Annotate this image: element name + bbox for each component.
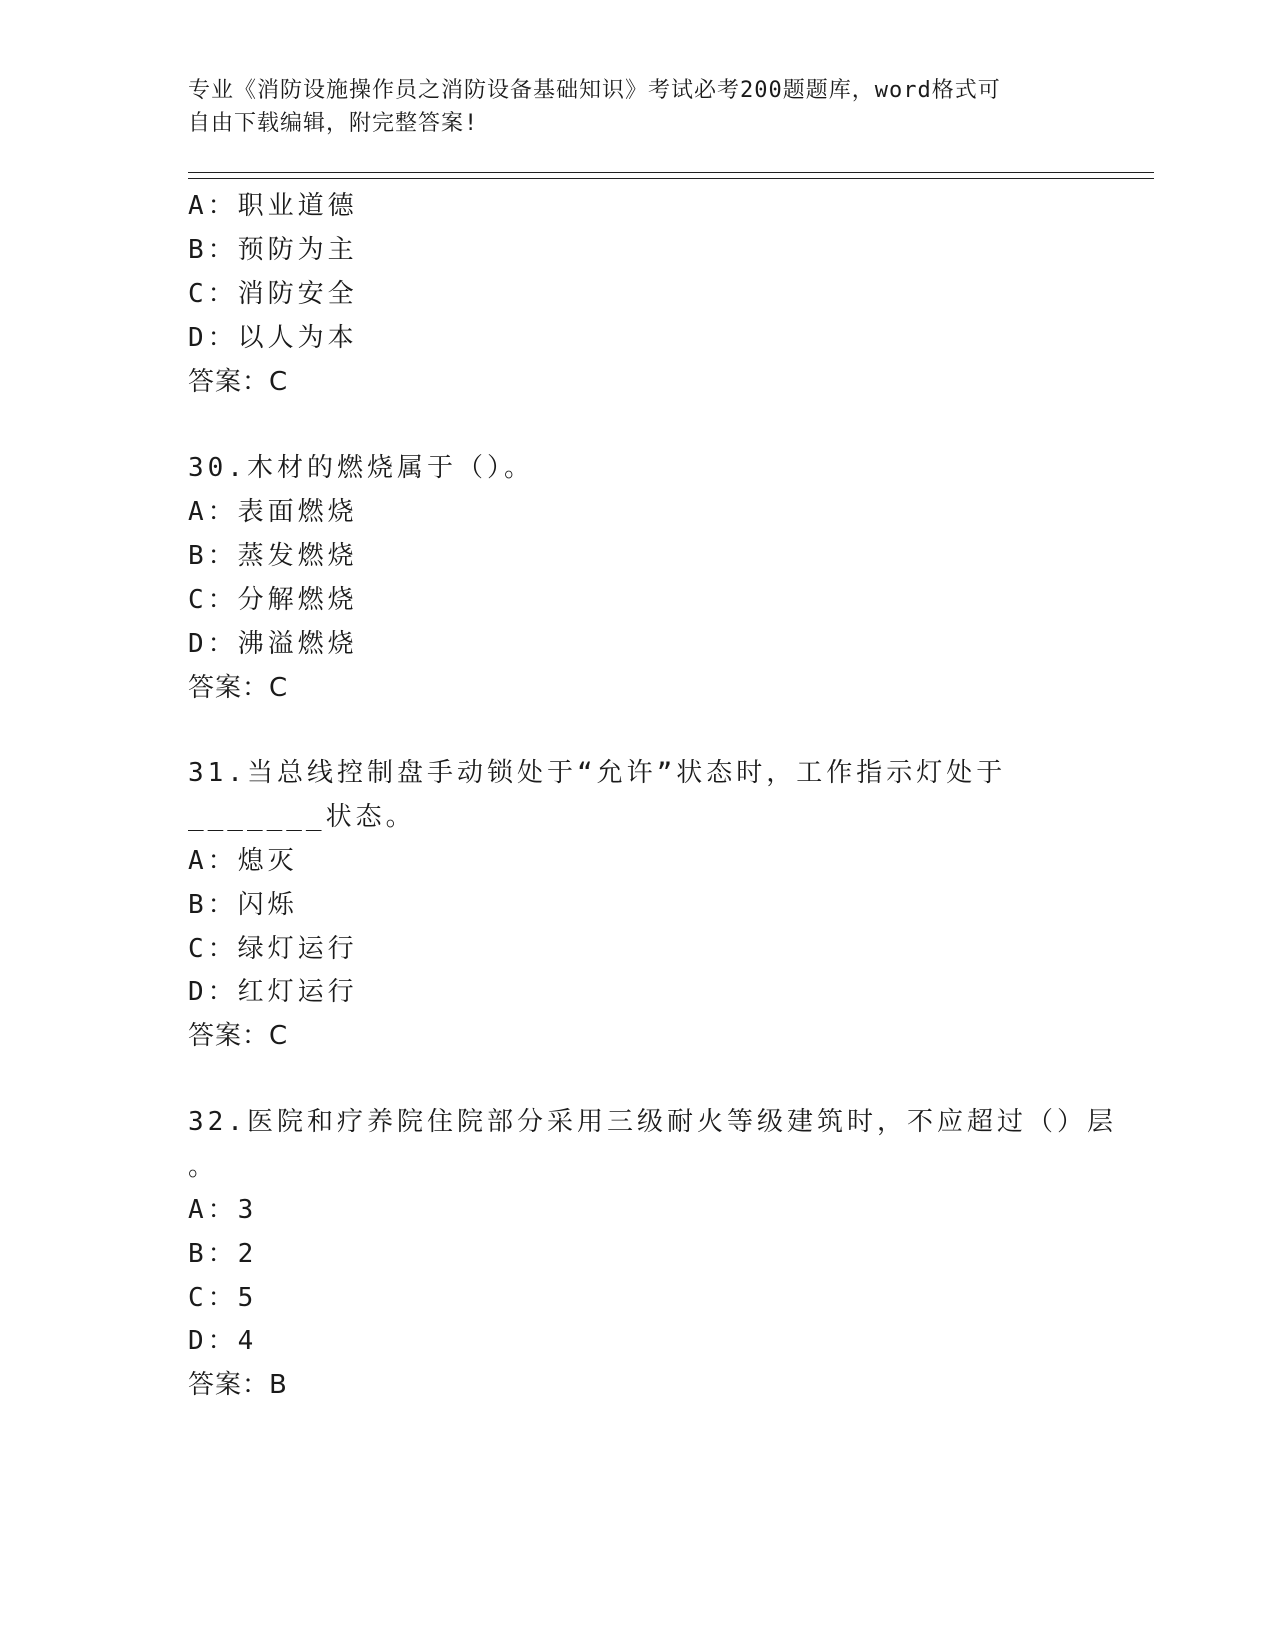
q32-option-b: B：2	[188, 1239, 258, 1269]
q32-option-d: D：4	[188, 1326, 258, 1356]
q32-stem-line-2: 。	[188, 1152, 219, 1182]
header-rule-bottom	[188, 178, 1154, 179]
q30-stem: 30.木材的燃烧属于（）。	[188, 453, 534, 483]
q30-option-a: A：表面燃烧	[188, 497, 358, 527]
q31-stem-line-1: 31.当总线控制盘手动锁处于“允许”状态时，工作指示灯处于	[188, 758, 1007, 788]
q30-answer: 答案：C	[188, 673, 289, 703]
q32-option-c: C：5	[188, 1283, 258, 1313]
q32-answer: 答案：B	[188, 1370, 288, 1400]
prev-answer: 答案：C	[188, 367, 289, 397]
q31-stem-line-2: _______状态。	[188, 802, 416, 832]
prev-option-c: C：消防安全	[188, 279, 358, 309]
q31-option-b: B：闪烁	[188, 890, 298, 920]
header-rule-top	[188, 172, 1154, 173]
q31-answer: 答案：C	[188, 1021, 289, 1051]
q32-stem-line-1: 32.医院和疗养院住院部分采用三级耐火等级建筑时，不应超过（）层	[188, 1107, 1117, 1137]
document-header	[188, 74, 1068, 140]
header-line-2: 自由下载编辑，附完整答案!	[188, 111, 479, 136]
q31-option-c: C：绿灯运行	[188, 934, 358, 964]
q32-option-a: A：3	[188, 1195, 258, 1225]
header-line-1: 专业《消防设施操作员之消防设备基础知识》考试必考200题题库，word格式可	[188, 78, 1001, 103]
q30-option-b: B：蒸发燃烧	[188, 541, 358, 571]
q30-option-d: D：沸溢燃烧	[188, 629, 358, 659]
prev-option-b: B：预防为主	[188, 235, 358, 265]
prev-option-a: A：职业道德	[188, 191, 358, 221]
prev-option-d: D：以人为本	[188, 323, 358, 353]
q30-option-c: C：分解燃烧	[188, 585, 358, 615]
q31-option-d: D：红灯运行	[188, 977, 358, 1007]
q31-option-a: A：熄灭	[188, 846, 298, 876]
